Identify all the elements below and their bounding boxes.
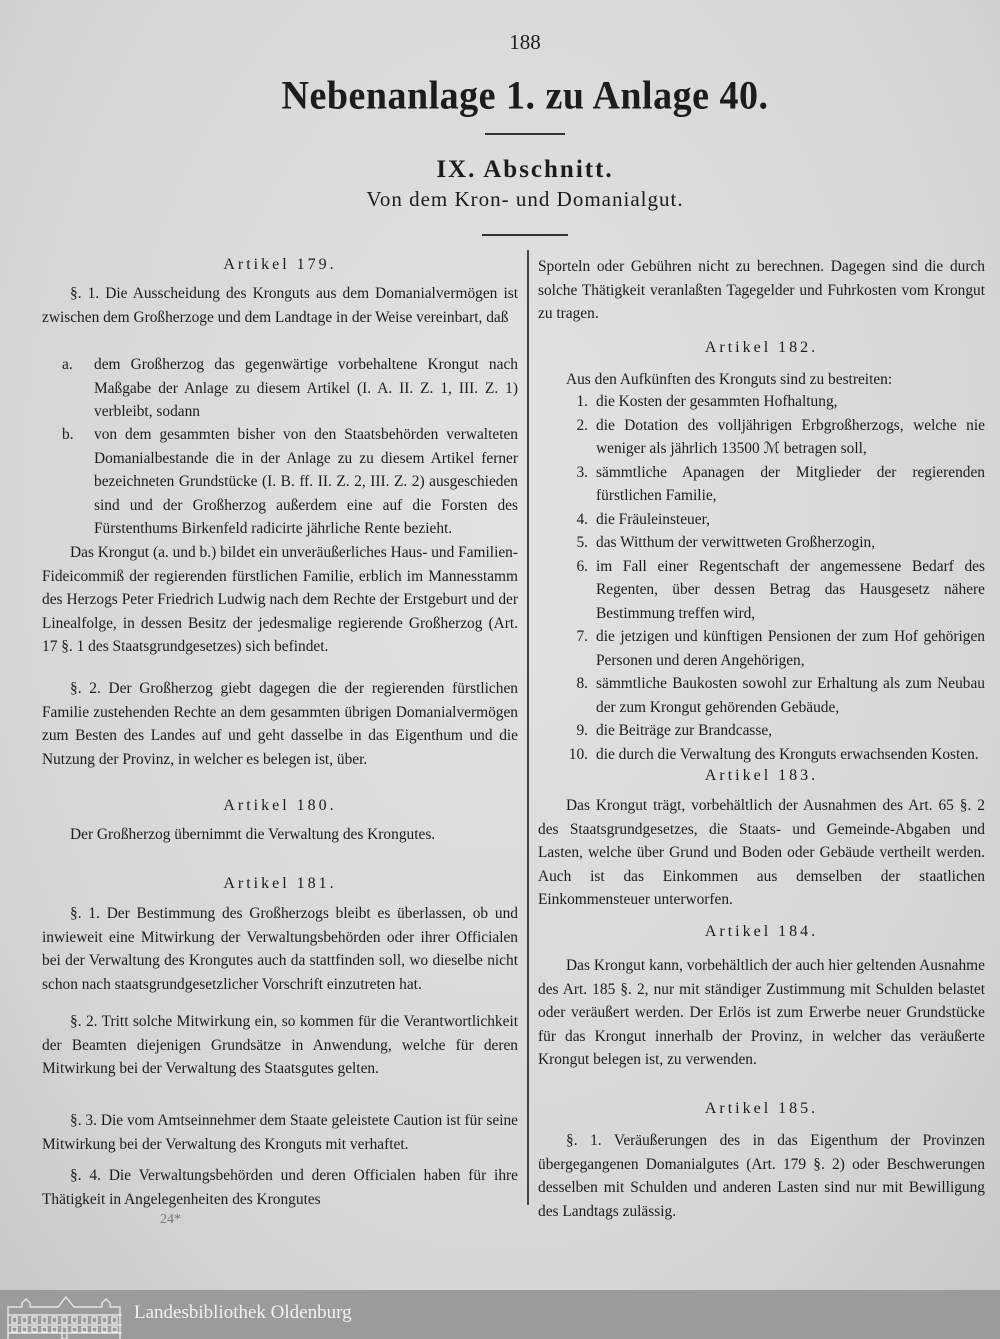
article-181-p1: §. 1. Der Bestimmung des Großherzogs bleibt es überlassen, ob und inwieweit eine Mitwirkung der Verwaltungsbehörden oder ihrer Officialen bei der Verwaltung des Krongutes auch da stattfinden soll, wo dieselbe nicht schon nach staatsgrundgesetzlicher Vorschrift einzutreten hat. <box>42 905 518 993</box>
list-item <box>558 743 985 767</box>
item-text: von dem gesammten bisher von den Staatsbehörden verwalteten Domanialbestande die in der Anlage zu zu diesem Artikel ferner bezeichneten Grundstücke (I. B. ff. II. Z. 2, III. Z. 2) ausgeschieden sind und der Großherzog außerdem eine auf die Forsten des Fürstenthums Birkenfeld radicirte jährliche Rente bezieht. <box>94 426 518 537</box>
item-number: 7. <box>576 628 588 645</box>
page-number: 188 <box>509 30 541 54</box>
library-name: Landesbibliothek Oldenburg <box>134 1302 352 1323</box>
article-181-heading: Artikel 181. <box>223 875 337 892</box>
section-subtitle: Von dem Kron- und Domanialgut. <box>366 187 684 211</box>
list-item <box>558 531 985 555</box>
list-item <box>558 719 985 743</box>
item-number: 5. <box>576 534 588 551</box>
article-179-p1: §. 1. Die Ausscheidung des Kronguts aus dem Domanialvermögen ist zwischen dem Großherzoge und dem Landtage in der Weise vereinbart, daß <box>42 285 518 326</box>
article-180-p1: Der Großherzog übernimmt die Verwaltung des Krongutes. <box>70 826 436 843</box>
article-179-p2: Das Krongut (a. und b.) bildet ein unveräußerliches Haus- und Familien-Fideicommiß der regierenden fürstlichen Familie, erblich im Mannesstamm des Herzogs Peter Friedrich Ludwig nach dem Rechte der Erstgeburt und der Linealfolge, in dessen Besitz der jedesmalige regierende Großherzog (Art. 17 §. 1 des Staatsgrundgesetzes) sich befindet. <box>42 544 518 655</box>
article-179-p3: §. 2. Der Großherzog giebt dagegen die der regierenden fürstlichen Familie zustehenden Rechte an dem gesammten übrigen Domanialvermögen zum Besten des Landes auf und geht dasselbe in das Eigenthum und die Nutzung der Provinz, in welcher es belegen ist, über. <box>42 680 518 768</box>
list-item <box>558 508 985 532</box>
list-item <box>558 672 985 719</box>
article-182-intro: Aus den Aufkünften des Kronguts sind zu bestreiten: <box>566 371 893 388</box>
section-heading: IX. Abschnitt. <box>436 156 614 183</box>
item-text: das Witthum der verwittweten Großherzogin, <box>596 534 876 551</box>
article-185-heading: Artikel 185. <box>704 1100 819 1117</box>
item-text: im Fall einer Regentschaft der angemessene Bedarf des Regenten, über dessen Betrag das Hausgesetz nähere Bestimmung treffen wird, <box>596 557 985 622</box>
article-184-p1: Das Krongut kann, vorbehältlich der auch hier geltenden Ausnahme des Art. 185 §. 2, nur mit ständiger Zustimmung mit Schulden belastet oder veräußert werden. Der Erlös ist zum Erwerbe neuer Grundstücke für das Krongut innerhalb der Provinz, in welcher das veräußerte Krongut belegen ist, zu verwenden. <box>538 957 985 1068</box>
list-item <box>558 625 985 672</box>
article-181-p4: §. 4. Die Verwaltungsbehörden und deren Officialen haben für ihre Thätigkeit in Angelegenheiten des Krongutes <box>42 1167 518 1208</box>
page-title: Nebenanlage 1. zu Anlage 40. <box>281 73 769 119</box>
article-184-heading: Artikel 184. <box>704 923 819 940</box>
title-rule <box>485 133 565 135</box>
item-label: a. <box>62 356 73 373</box>
library-building-icon <box>6 1293 124 1339</box>
library-footer <box>0 1290 1000 1339</box>
article-179-heading: Artikel 179. <box>223 256 337 273</box>
item-text: die Beiträge zur Brandcasse, <box>596 722 773 739</box>
article-181-p3: §. 3. Die vom Amtseinnehmer dem Staate geleistete Caution ist für seine Mitwirkung bei der Verwaltung des Kronguts mit verhaftet. <box>42 1112 518 1153</box>
item-number: 10. <box>568 745 588 763</box>
item-text: die Fräuleinsteuer, <box>596 510 710 528</box>
article-181-continuation: Sporteln oder Gebühren nicht zu berechnen. Dagegen sind die durch solche Thätigkeit veranlaßten Tagegelder und Fuhrkosten vom Krongut zu tragen. <box>538 258 985 322</box>
item-text: die Kosten der gesammten Hofhaltung, <box>596 393 838 410</box>
item-number: 6. <box>576 557 588 575</box>
article-183-heading: Artikel 183. <box>704 767 819 784</box>
article-182-list <box>538 390 985 766</box>
list-item <box>558 555 985 626</box>
item-text: die jetzigen und künftigen Pensionen der zum Hof gehörigen Personen und deren Angehörigen, <box>596 628 985 669</box>
subtitle-rule <box>482 234 568 236</box>
item-number: 2. <box>576 416 588 434</box>
signature-mark: 24* <box>160 1212 181 1227</box>
item-number: 9. <box>576 722 588 739</box>
item-number: 8. <box>576 675 588 692</box>
list-item <box>558 390 985 414</box>
article-183-p1: Das Krongut trägt, vorbehältlich der Ausnahmen des Art. 65 §. 2 des Staatsgrundgesetzes, die Staats- und Gemeinde-Abgaben und Lasten, welche über Grund und Boden oder Gebäude vertheilt werden. Auch ist das Einkommen aus demselben der staatlichen Einkommensteuer unterworfen. <box>538 797 985 908</box>
column-divider <box>527 250 529 1205</box>
article-181-p2: §. 2. Tritt solche Mitwirkung ein, so kommen für die Verantwortlichkeit der Beamten diejenigen Grundsätze in Anwendung, welche für deren Mitwirkung bei der Verwaltung des Staatsgutes gelten. <box>42 1013 518 1077</box>
item-text: die Dotation des volljährigen Erbgroßherzogs, welche nie weniger als jährlich 13500 ℳ betragen soll, <box>596 416 985 457</box>
list-item <box>558 461 985 508</box>
list-item <box>558 414 985 461</box>
item-number: 3. <box>576 463 588 481</box>
article-185-p1: §. 1. Veräußerungen des in das Eigenthum der Provinzen übergegangenen Domanialgutes (Art. 179 §. 2) oder Beschwerungen desselben mit Schulden und anderen Lasten sind nur mit Bewilligung des Landtags zulässig. <box>538 1132 985 1220</box>
item-text: die durch die Verwaltung des Kronguts erwachsenden Kosten. <box>596 745 979 763</box>
item-number: 1. <box>576 393 588 410</box>
article-179-item-b <box>42 423 518 541</box>
article-179-item-a <box>42 353 518 424</box>
item-text: dem Großherzog das gegenwärtige vorbehaltene Krongut nach Maßgabe der Anlage zu diesem Artikel (I. A. II. Z. 1, III. Z. 1) verbleibt, sodann <box>94 356 518 420</box>
article-180-heading: Artikel 180. <box>223 797 337 814</box>
article-182-heading: Artikel 182. <box>704 339 819 356</box>
item-label: b. <box>62 426 74 443</box>
item-number: 4. <box>576 510 588 528</box>
item-text: sämmtliche Apanagen der Mitglieder der regierenden fürstlichen Familie, <box>596 463 985 504</box>
item-text: sämmtliche Baukosten sowohl zur Erhaltung als zum Neubau der zum Krongut gehörenden Gebäude, <box>596 675 985 716</box>
